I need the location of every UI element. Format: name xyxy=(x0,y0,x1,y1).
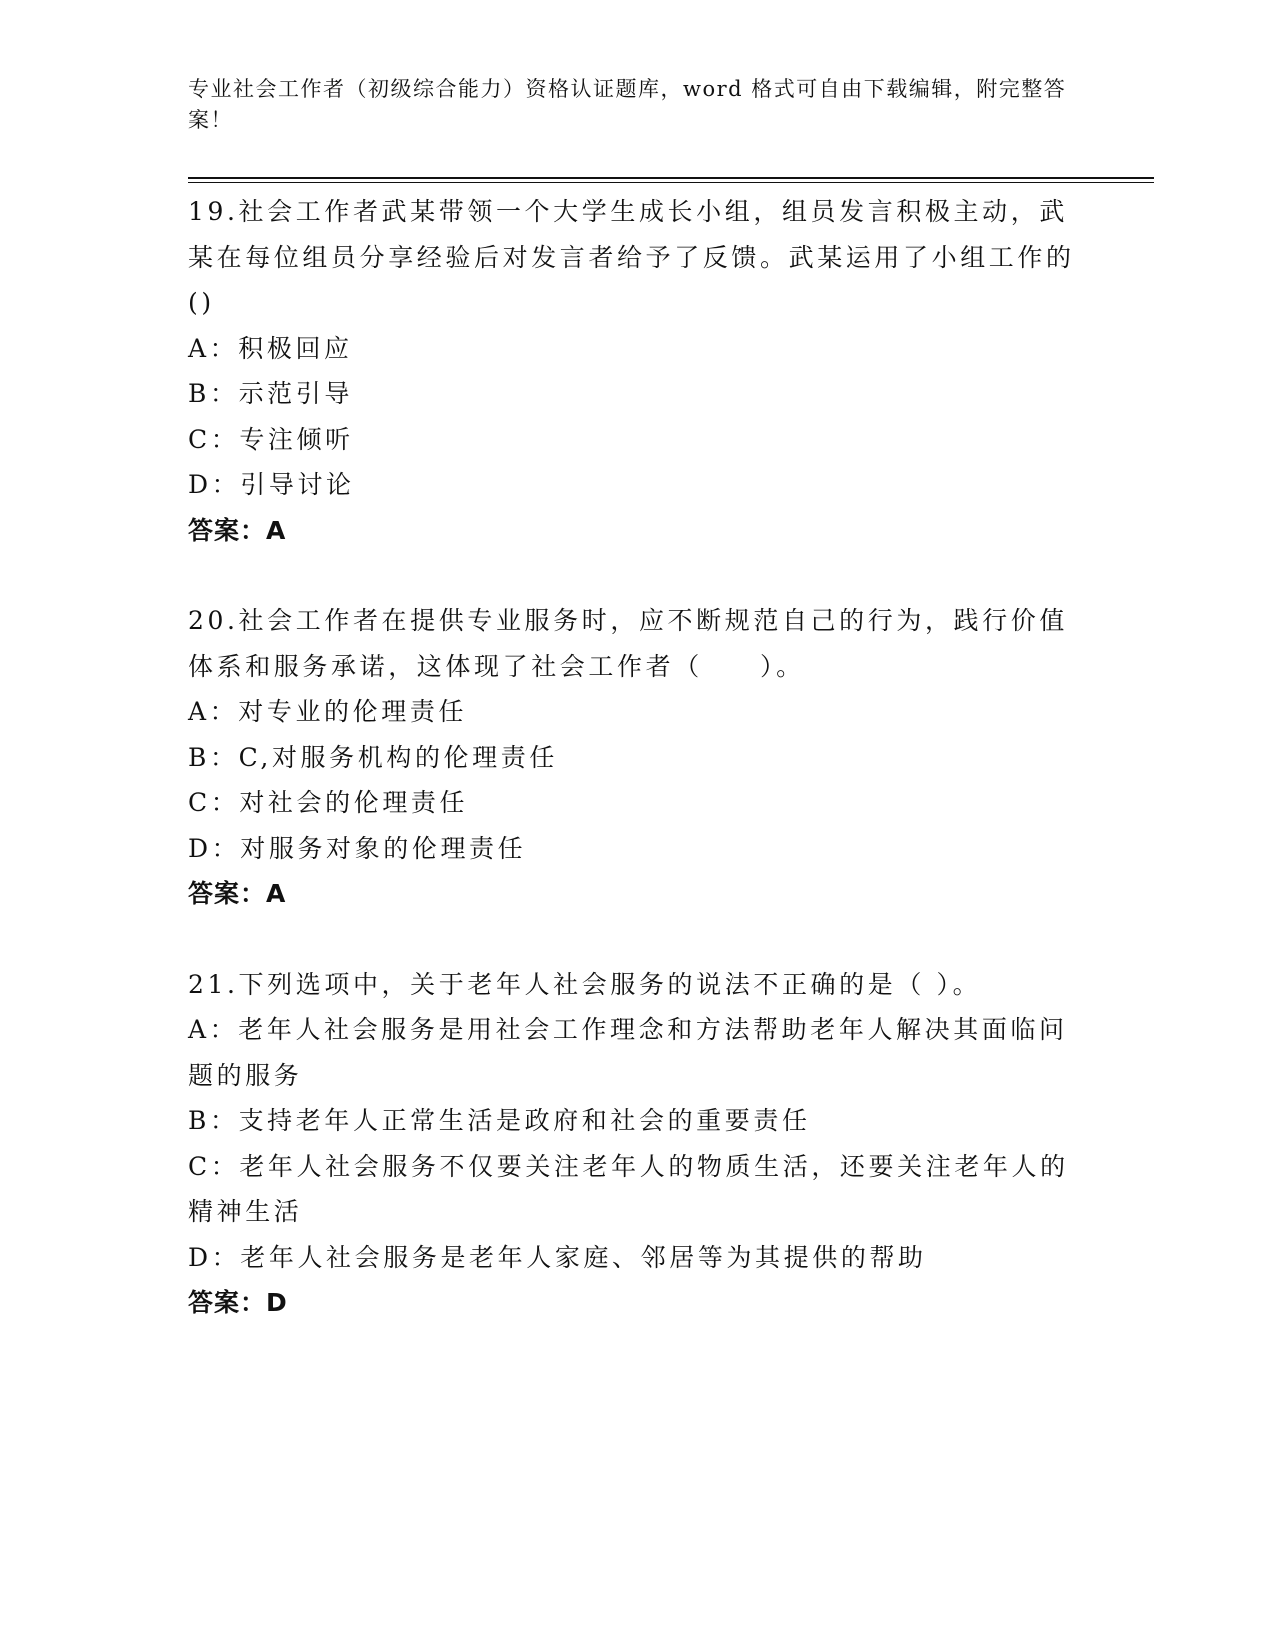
option-d: D：引导讨论 xyxy=(188,470,355,499)
question-21 xyxy=(188,962,1088,1326)
question-20 xyxy=(188,598,1088,917)
question-list xyxy=(188,189,1088,1326)
option-b: B：C,对服务机构的伦理责任 xyxy=(188,742,558,772)
option-d: D：老年人社会服务是老年人家庭、邻居等为其提供的帮助 xyxy=(188,1242,927,1272)
question-19 xyxy=(188,189,1088,553)
option-c: C：专注倾听 xyxy=(188,424,354,454)
option-d: D：对服务对象的伦理责任 xyxy=(188,833,527,863)
document-header: 专业社会工作者（初级综合能力）资格认证题库，word 格式可自由下载编辑，附完整答案！ xyxy=(188,77,1067,132)
option-a: A：对专业的伦理责任 xyxy=(188,697,468,726)
header-divider-thin xyxy=(188,182,1154,183)
question-stem: 19.社会工作者武某带领一个大学生成长小组，组员发言积极主动，武某在每位组员分享经验后对发言者给予了反馈。武某运用了小组工作的() xyxy=(188,197,1075,317)
question-stem: 21.下列选项中，关于老年人社会服务的说法不正确的是（ ）。 xyxy=(188,969,982,999)
answer-label: 答案：A xyxy=(188,515,287,545)
answer-label: 答案：A xyxy=(188,879,287,908)
answer-label: 答案：D xyxy=(188,1288,288,1317)
option-c: C：对社会的伦理责任 xyxy=(188,788,469,817)
question-stem: 20.社会工作者在提供专业服务时，应不断规范自己的行为，践行价值体系和服务承诺，这体现了社会工作者（ ）。 xyxy=(188,606,1068,681)
option-c: C：老年人社会服务不仅要关注老年人的物质生活，还要关注老年人的精神生活 xyxy=(188,1151,1069,1226)
header-divider-thick xyxy=(188,177,1154,179)
option-b: B：示范引导 xyxy=(188,379,353,408)
option-a: A：老年人社会服务是用社会工作理念和方法帮助老年人解决其面临问题的服务 xyxy=(188,1015,1068,1090)
option-a: A：积极回应 xyxy=(188,333,353,363)
option-b: B：支持老年人正常生活是政府和社会的重要责任 xyxy=(188,1106,811,1135)
